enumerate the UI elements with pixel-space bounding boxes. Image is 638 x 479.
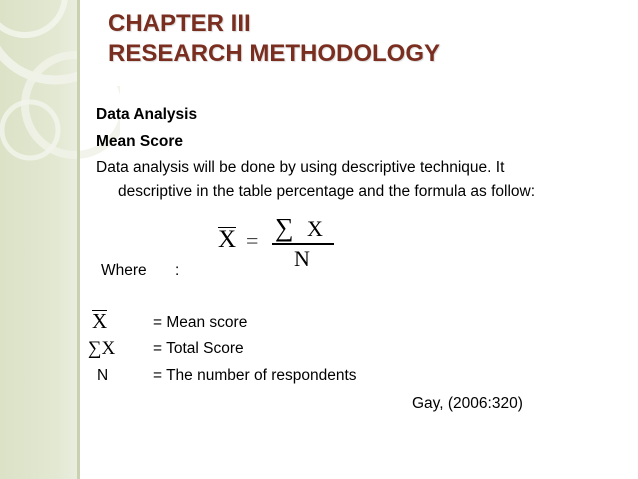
- citation: Gay, (2006:320): [412, 395, 523, 412]
- ring-inner: [0, 0, 65, 35]
- title-line-1: CHAPTER III: [108, 10, 251, 37]
- formula-denominator: N: [294, 246, 310, 271]
- def-symbol-n: N: [97, 367, 109, 384]
- formula-xbar: [218, 227, 236, 252]
- def-meaning-total: = Total Score: [153, 340, 244, 357]
- heading-mean-score: Mean Score: [96, 133, 184, 150]
- def-meaning-respondents: = The number of respondents: [153, 367, 357, 384]
- def-symbol-xbar: [92, 310, 107, 331]
- def-meaning-mean: = Mean score: [153, 314, 248, 331]
- def-symbol-xbar-text: X: [92, 309, 108, 333]
- def-symbol-sigma-x: ∑X: [88, 338, 116, 359]
- mean-formula: [210, 210, 350, 275]
- where-label: Where: [101, 262, 147, 279]
- formula-sigma: ∑: [275, 213, 294, 242]
- title-line-2: RESEARCH METHODOLOGY: [108, 40, 441, 67]
- paragraph-line-1: Data analysis will be done by using descriptive technique. It: [96, 159, 505, 176]
- formula-xbar-symbol: X: [218, 226, 237, 253]
- formula-equals: =: [246, 228, 259, 253]
- paragraph-line-2: descriptive in the table percentage and the formula as follow:: [118, 183, 536, 200]
- formula-numerator-x: X: [307, 216, 323, 241]
- where-colon: :: [175, 262, 180, 279]
- formula-fraction-bar: [272, 243, 334, 245]
- heading-data-analysis: Data Analysis: [96, 106, 198, 123]
